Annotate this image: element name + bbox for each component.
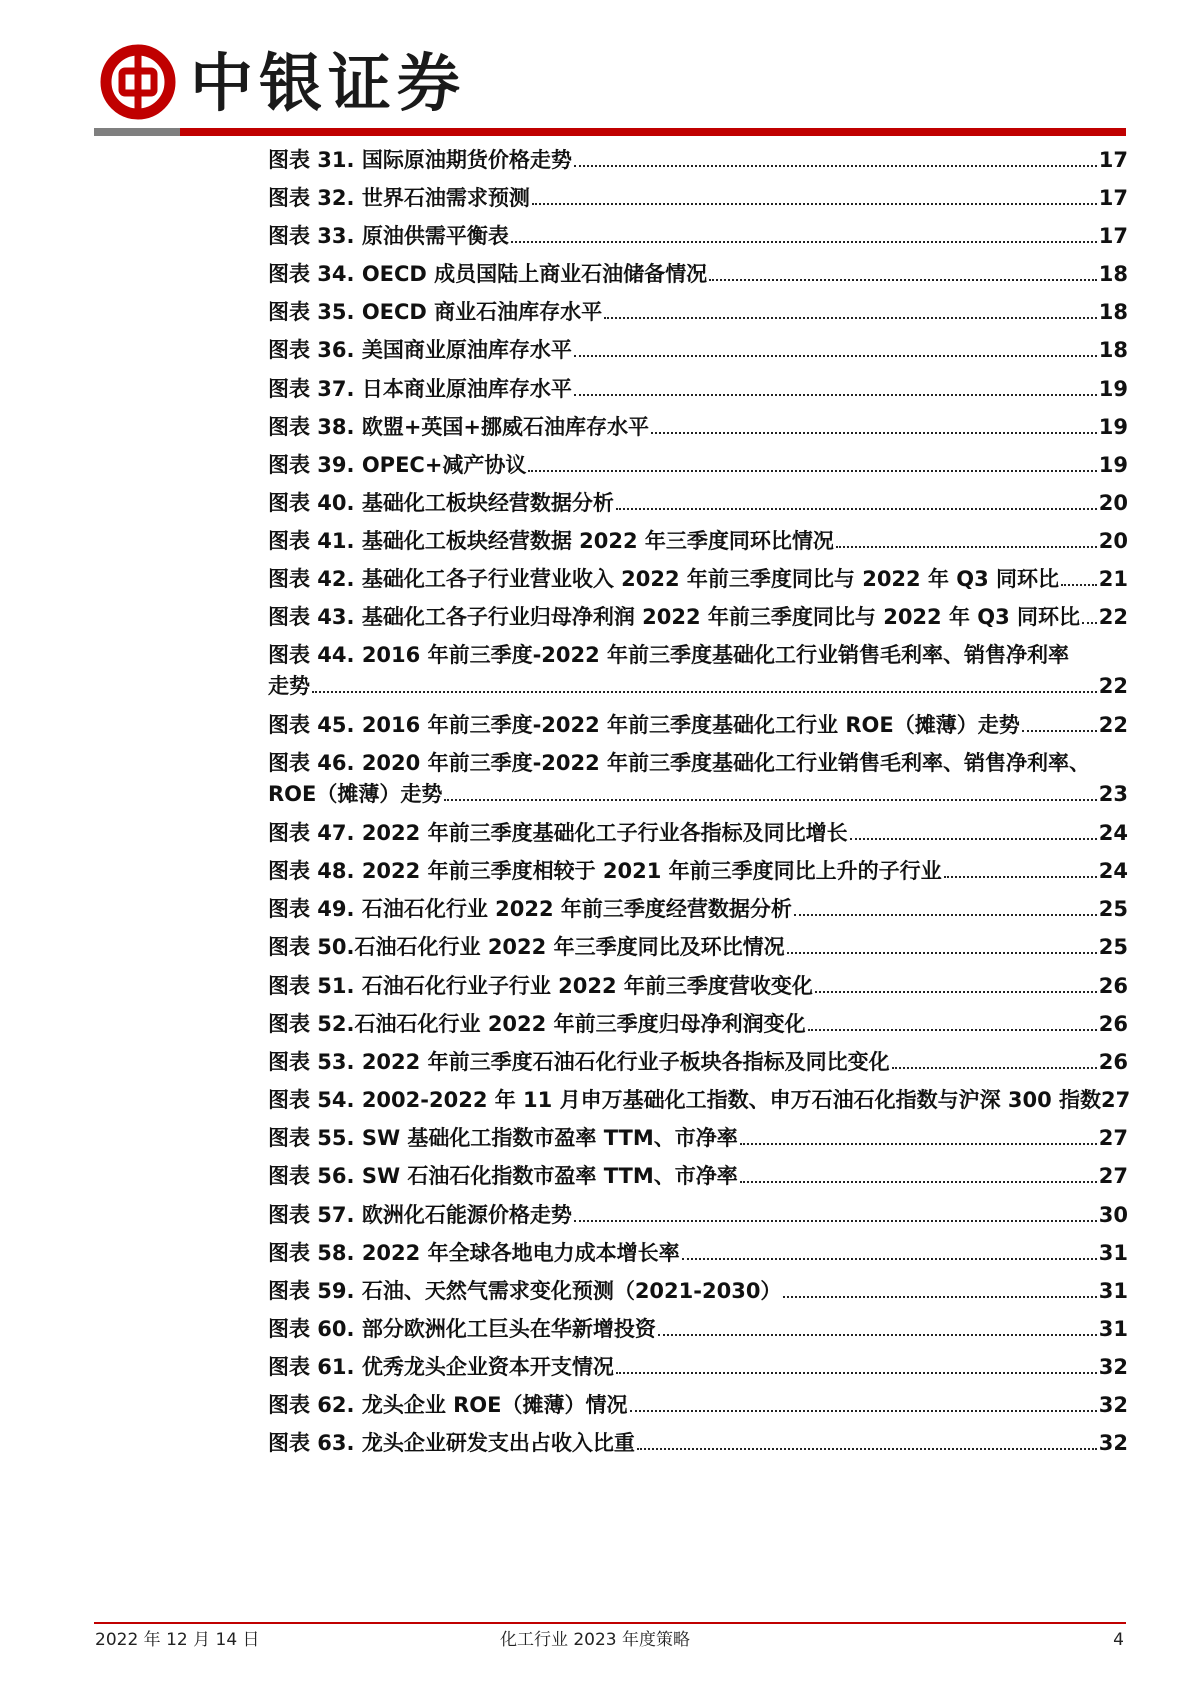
toc-entry-label: 图表 50.石油石化行业 2022 年三季度同比及环比情况 [268, 935, 785, 959]
dot-leader [616, 1372, 1097, 1374]
dot-leader [740, 1143, 1097, 1145]
toc-entry[interactable] [268, 448, 1128, 482]
dot-leader [637, 1448, 1097, 1450]
toc-entry-label: 图表 55. SW 基础化工指数市盈率 TTM、市净率 [268, 1126, 738, 1150]
dot-leader [892, 1067, 1097, 1069]
dot-leader [815, 991, 1097, 993]
dot-leader [658, 1334, 1097, 1336]
toc-entry-label: 图表 58. 2022 年全球各地电力成本增长率 [268, 1241, 680, 1265]
dot-leader [511, 241, 1097, 243]
toc-entry-label: 图表 38. 欧盟+英国+挪威石油库存水平 [268, 415, 650, 439]
toc-entry-page: 23 [1098, 782, 1128, 806]
toc-entry-label-first-line: 图表 44. 2016 年前三季度-2022 年前三季度基础化工行业销售毛利率、销售净利率 [268, 643, 1070, 667]
toc-entry-page: 20 [1098, 491, 1128, 515]
toc-entry-page: 19 [1098, 377, 1128, 401]
toc-entry[interactable] [268, 708, 1128, 742]
toc-entry[interactable] [268, 219, 1128, 253]
toc-entry-page: 17 [1098, 186, 1128, 210]
toc-entry-label-first-line: 图表 46. 2020 年前三季度-2022 年前三季度基础化工行业销售毛利率、销售净利率、 [268, 751, 1091, 775]
toc-entry-label: 图表 40. 基础化工板块经营数据分析 [268, 491, 614, 515]
toc-entry-label: 图表 59. 石油、天然气需求变化预测（2021-2030） [268, 1279, 782, 1303]
toc-entry[interactable] [268, 600, 1128, 634]
toc-entry-page: 17 [1098, 148, 1128, 172]
toc-entry-label: ROE（摊薄）走势 [268, 782, 443, 806]
toc-entry-page: 17 [1098, 224, 1128, 248]
footer-title: 化工行业 2023 年度策略 [499, 1630, 691, 1650]
toc-entry-label: 图表 36. 美国商业原油库存水平 [268, 338, 572, 362]
dot-leader [850, 838, 1097, 840]
dot-leader [574, 165, 1097, 167]
toc-entry[interactable] [268, 854, 1128, 888]
footer-date: 2022 年 12 月 14 日 [95, 1630, 260, 1650]
toc-entry-page: 31 [1098, 1241, 1128, 1265]
dot-leader [528, 470, 1096, 472]
toc-entry-label: 图表 54. 2002-2022 年 11 月申万基础化工指数、申万石油石化指数与沪深 300 指数 [268, 1088, 1102, 1112]
toc-entry-page: 22 [1098, 713, 1128, 737]
dot-leader [709, 279, 1097, 281]
toc-entry-label: 图表 61. 优秀龙头企业资本开支情况 [268, 1355, 614, 1379]
toc-entry-label: 图表 48. 2022 年前三季度相较于 2021 年前三季度同比上升的子行业 [268, 859, 942, 883]
dot-leader [740, 1181, 1097, 1183]
dot-leader [604, 317, 1097, 319]
dot-leader [444, 799, 1096, 801]
toc-entry-label: 图表 56. SW 石油石化指数市盈率 TTM、市净率 [268, 1164, 738, 1188]
toc-entry-label: 图表 41. 基础化工板块经营数据 2022 年三季度同环比情况 [268, 529, 834, 553]
toc-entry-label: 图表 63. 龙头企业研发支出占收入比重 [268, 1431, 635, 1455]
toc-entry-label: 图表 62. 龙头企业 ROE（摊薄）情况 [268, 1393, 628, 1417]
toc-entry-page: 32 [1098, 1431, 1128, 1455]
page-number: 4 [1113, 1630, 1124, 1650]
dot-leader [808, 1029, 1097, 1031]
toc-entry[interactable] [268, 524, 1128, 558]
dot-leader [1082, 622, 1097, 624]
toc-entry[interactable] [268, 143, 1128, 177]
dot-leader [836, 546, 1097, 548]
toc-entry[interactable] [268, 1350, 1128, 1384]
toc-entry[interactable] [268, 892, 1128, 926]
toc-entry-page: 27 [1098, 1164, 1128, 1188]
brand-name: 中银证券 [190, 46, 466, 120]
header-rule-red [180, 128, 1126, 136]
toc-entry[interactable] [268, 1388, 1128, 1422]
toc-entry-label: 图表 39. OPEC+减产协议 [268, 453, 527, 477]
toc-entry-page: 22 [1098, 605, 1128, 629]
dot-leader [794, 914, 1097, 916]
toc-entry-label: 图表 51. 石油石化行业子行业 2022 年前三季度营收变化 [268, 974, 813, 998]
dot-leader [574, 1220, 1097, 1222]
toc-entry-page: 24 [1098, 821, 1128, 845]
toc-entry-page: 30 [1098, 1203, 1128, 1227]
toc-entry-label: 图表 32. 世界石油需求预测 [268, 186, 530, 210]
toc-entry-label: 图表 45. 2016 年前三季度-2022 年前三季度基础化工行业 ROE（摊薄）走势 [268, 713, 1020, 737]
toc-entry[interactable] [268, 1121, 1128, 1155]
toc-entry-page: 21 [1098, 567, 1128, 591]
dot-leader [944, 876, 1097, 878]
dot-leader [651, 432, 1097, 434]
toc-entry-label: 图表 53. 2022 年前三季度石油石化行业子板块各指标及同比变化 [268, 1050, 890, 1074]
toc-entry-label: 图表 43. 基础化工各子行业归母净利润 2022 年前三季度同比与 2022 年 Q3 同环比 [268, 605, 1081, 629]
toc-entry-label: 图表 34. OECD 成员国陆上商业石油储备情况 [268, 262, 708, 286]
toc-entry-page: 26 [1098, 974, 1128, 998]
toc-entry[interactable] [268, 410, 1128, 444]
toc-entry[interactable] [268, 969, 1128, 1003]
toc-entry[interactable] [268, 638, 1128, 703]
dot-leader [1022, 730, 1097, 732]
dot-leader [630, 1410, 1097, 1412]
dot-leader [312, 691, 1097, 693]
header-rule-gray [94, 128, 180, 136]
dot-leader [1061, 584, 1097, 586]
toc-entry[interactable] [268, 181, 1128, 215]
bank-of-china-logo-icon [100, 44, 176, 120]
toc-entry[interactable] [268, 1236, 1128, 1270]
toc-entry-label: 图表 42. 基础化工各子行业营业收入 2022 年前三季度同比与 2022 年 Q3 同环比 [268, 567, 1060, 591]
toc-entry-label: 图表 52.石油石化行业 2022 年前三季度归母净利润变化 [268, 1012, 806, 1036]
toc-entry-page: 18 [1098, 338, 1128, 362]
toc-entry-page: 31 [1098, 1279, 1128, 1303]
toc-entry[interactable] [268, 1274, 1128, 1308]
toc-entry[interactable] [268, 930, 1128, 964]
toc-entry[interactable] [268, 257, 1128, 291]
toc-entry-label: 图表 60. 部分欧洲化工巨头在华新增投资 [268, 1317, 656, 1341]
toc-entry[interactable] [268, 1159, 1128, 1193]
toc-entry-page: 22 [1098, 674, 1128, 698]
dot-leader [574, 355, 1097, 357]
dot-leader [783, 1296, 1096, 1298]
dot-leader [616, 508, 1097, 510]
toc-entry-page: 18 [1098, 300, 1128, 324]
toc-entry-page: 27 [1098, 1126, 1128, 1150]
toc-entry[interactable] [268, 333, 1128, 367]
toc-entry-label: 图表 57. 欧洲化石能源价格走势 [268, 1203, 572, 1227]
toc-entry[interactable] [268, 372, 1128, 406]
toc-entry[interactable] [268, 486, 1128, 520]
dot-leader [787, 952, 1097, 954]
toc-entry-page: 25 [1098, 935, 1128, 959]
toc-entry-page: 27 [1101, 1088, 1131, 1112]
toc-entry-label: 图表 37. 日本商业原油库存水平 [268, 377, 572, 401]
toc-entry-label: 图表 33. 原油供需平衡表 [268, 224, 509, 248]
toc-entry-page: 19 [1098, 453, 1128, 477]
toc-entry[interactable] [268, 1198, 1128, 1232]
toc-entry[interactable] [268, 1045, 1128, 1079]
toc-entry-page: 26 [1098, 1012, 1128, 1036]
toc-entry[interactable] [268, 816, 1128, 850]
toc-entry-page: 31 [1098, 1317, 1128, 1341]
toc-entry-page: 32 [1098, 1355, 1128, 1379]
toc-entry-label: 图表 31. 国际原油期货价格走势 [268, 148, 572, 172]
toc-entry-label: 图表 49. 石油石化行业 2022 年前三季度经营数据分析 [268, 897, 792, 921]
toc-entry-label: 图表 47. 2022 年前三季度基础化工子行业各指标及同比增长 [268, 821, 848, 845]
page-header [0, 0, 1190, 140]
toc-entry-page: 19 [1098, 415, 1128, 439]
toc-entry-label: 走势 [268, 674, 310, 698]
toc-entry[interactable] [268, 1083, 1131, 1117]
footer-rule [94, 1622, 1126, 1624]
toc-entry-page: 32 [1098, 1393, 1128, 1417]
toc-entry[interactable] [268, 1426, 1128, 1460]
dot-leader [532, 203, 1097, 205]
toc-entry[interactable] [268, 1007, 1128, 1041]
toc-entry-page: 18 [1098, 262, 1128, 286]
toc-entry[interactable] [268, 295, 1128, 329]
toc-entry-page: 26 [1098, 1050, 1128, 1074]
toc-entry[interactable] [268, 1312, 1128, 1346]
toc-entry-page: 25 [1098, 897, 1128, 921]
dot-leader [682, 1258, 1097, 1260]
toc-entry-page: 24 [1098, 859, 1128, 883]
toc-entry-label: 图表 35. OECD 商业石油库存水平 [268, 300, 603, 324]
toc-entry-page: 20 [1098, 529, 1128, 553]
toc-entry[interactable] [268, 562, 1128, 596]
dot-leader [574, 394, 1097, 396]
toc-entry[interactable] [268, 746, 1128, 811]
